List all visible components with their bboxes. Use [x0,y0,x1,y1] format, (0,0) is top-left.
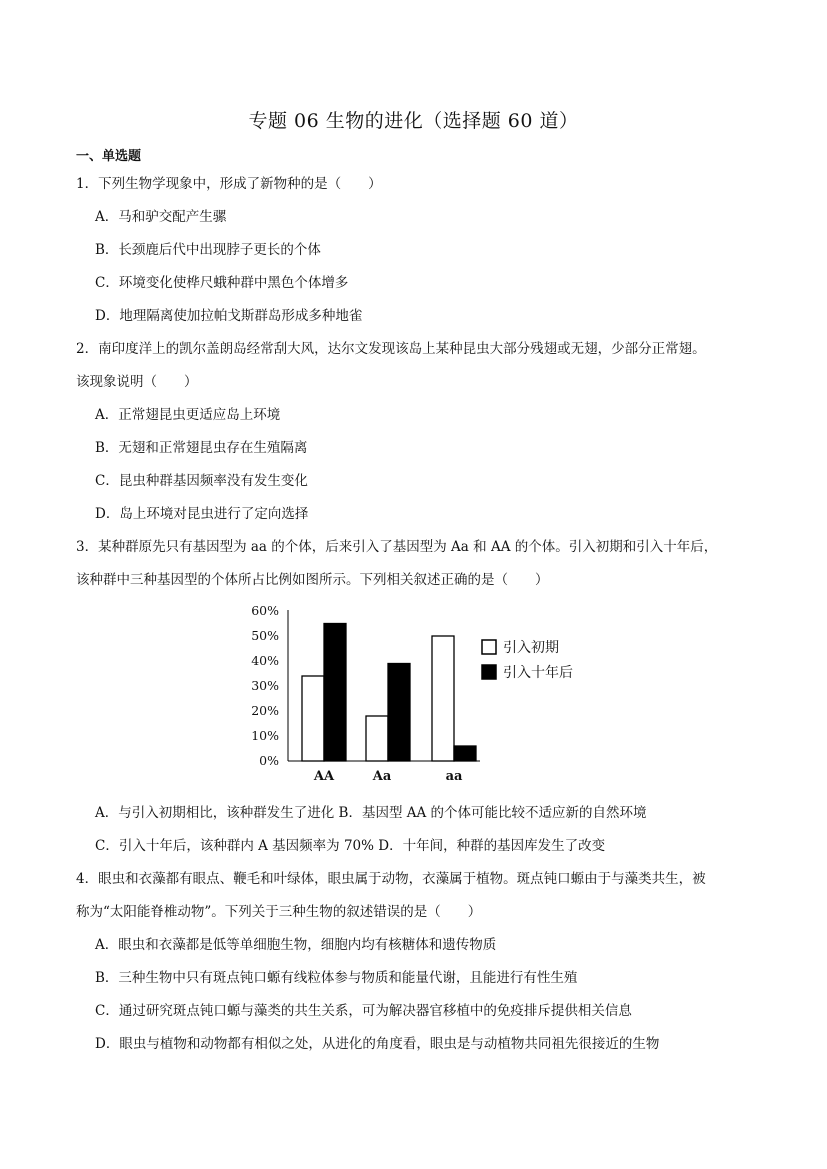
bar-aa-series-1 [432,636,454,761]
question-1-option-b: B．长颈鹿后代中出现脖子更长的个体 [95,242,321,258]
question-2-option-d: D．岛上环境对昆虫进行了定向选择 [95,506,309,522]
bar-AA-series-2 [324,624,346,762]
question-2-option-c: C．昆虫种群基因频率没有发生变化 [95,473,308,489]
legend-swatch-2 [482,665,496,679]
question-4-stem-line-2: 称为“太阳能脊椎动物”。下列关于三种生物的叙述错误的是（ ） [76,904,482,920]
question-2-option-b: B．无翅和正常翅昆虫存在生殖隔离 [95,440,308,456]
genotype-bar-chart [235,600,615,790]
question-3-options-ab: A．与引入初期相比，该种群发生了进化 B．基因型 AA 的个体可能比较不适应新的自然环境 [95,805,647,821]
x-tick-label: Aa [372,769,392,784]
legend-swatch-1 [482,640,496,654]
section-heading: 一、单选题 [76,149,142,164]
x-tick-label: AA [313,769,335,784]
question-4-option-b: B．三种生物中只有斑点钝口螈有线粒体参与物质和能量代谢，且能进行有性生殖 [95,970,578,986]
bar-aa-series-2 [454,746,476,761]
question-3-stem-line-2: 该种群中三种基因型的个体所占比例如图所示。下列相关叙述正确的是（ ） [76,572,549,588]
question-1-option-c: C．环境变化使桦尺蛾种群中黑色个体增多 [95,275,349,291]
bar-Aa-series-1 [366,716,388,761]
question-4-option-a: A．眼虫和衣藻都是低等单细胞生物，细胞内均有核糖体和遗传物质 [95,937,497,953]
y-tick-label: 40% [251,653,279,668]
legend-label-2: 引入十年后 [503,665,573,681]
question-1-option-a: A．马和驴交配产生骡 [95,209,227,225]
question-2-stem-line-1: 2．南印度洋上的凯尔盖朗岛经常刮大风，达尔文发现该岛上某种昆虫大部分残翅或无翅，少部分正常翅。 [76,341,706,357]
y-tick-label: 60% [251,603,279,618]
question-4-option-d: D．眼虫与植物和动物都有相似之处，从进化的角度看，眼虫是与动植物共同祖先很接近的生物 [95,1036,660,1052]
question-3-stem-line-1: 3．某种群原先只有基因型为 aa 的个体，后来引入了基因型为 Aa 和 AA 的个体。引入初期和引入十年后， [76,539,718,555]
y-tick-label: 10% [251,728,279,743]
question-1-stem: 1．下列生物学现象中，形成了新物种的是（ ） [76,176,382,192]
question-4-stem-line-1: 4．眼虫和衣藻都有眼点、鞭毛和叶绿体，眼虫属于动物，衣藻属于植物。斑点钝口螈由于与藻类共生，被 [76,871,706,887]
question-3-options-cd: C．引入十年后，该种群内 A 基因频率为 70% D．十年间，种群的基因库发生了改变 [95,838,606,854]
question-2-stem-line-2: 该现象说明（ ） [76,374,198,390]
x-tick-label: aa [445,769,463,784]
page-title: 专题 06 生物的进化（选择题 60 道） [248,110,579,132]
question-4-option-c: C．通过研究斑点钝口螈与藻类的共生关系，可为解决器官移植中的免疫排斥提供相关信息 [95,1003,632,1019]
legend-label-1: 引入初期 [503,640,559,656]
y-tick-label: 50% [251,628,279,643]
question-2-option-a: A．正常翅昆虫更适应岛上环境 [95,407,281,423]
y-tick-label: 20% [251,703,279,718]
bar-Aa-series-2 [388,664,410,762]
question-1-option-d: D．地理隔离使加拉帕戈斯群岛形成多种地雀 [95,308,363,324]
y-tick-label: 0% [259,753,279,768]
bar-AA-series-1 [302,676,324,761]
y-tick-label: 30% [251,678,279,693]
